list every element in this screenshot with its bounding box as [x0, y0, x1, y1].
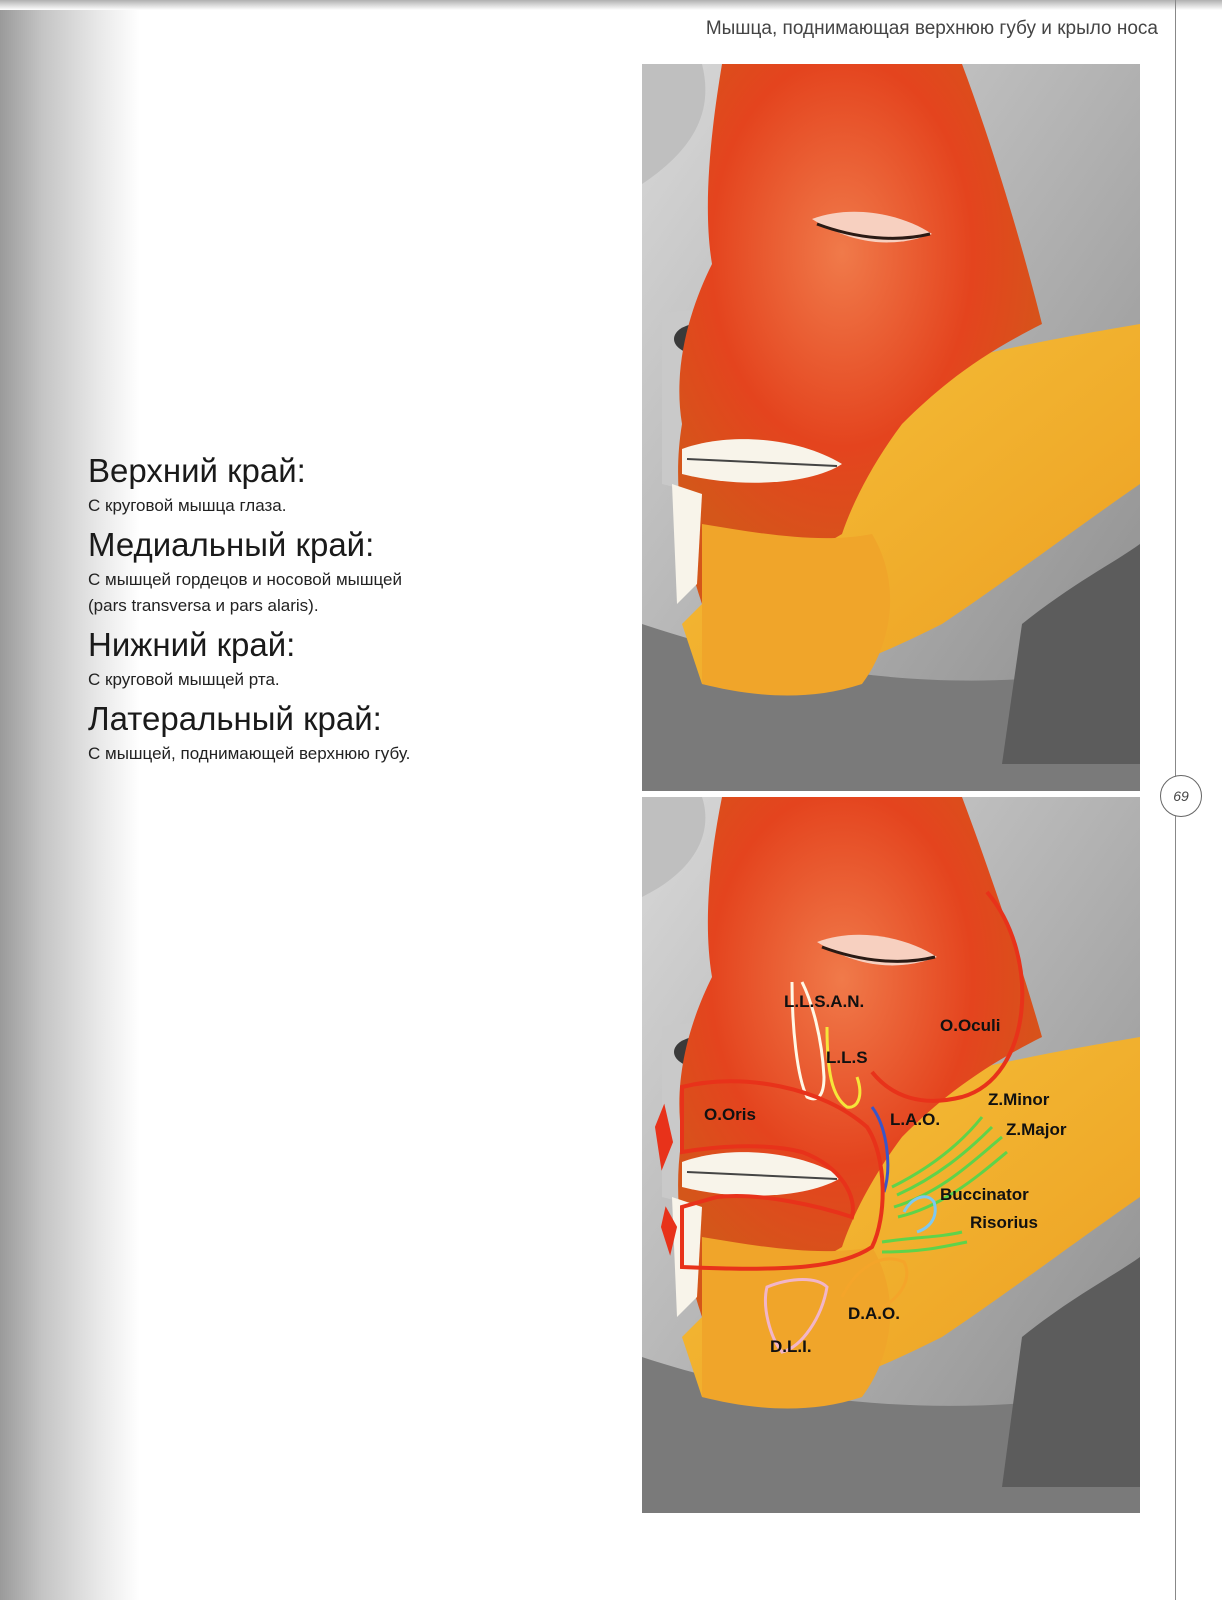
section-medial-border: [88, 527, 548, 619]
section-heading: Верхний край:: [88, 452, 306, 489]
dissection-photo-top: [642, 64, 1140, 791]
label-lls: L.L.S: [826, 1048, 868, 1067]
section-heading: Нижний край:: [88, 626, 296, 663]
dissection-illustration: [642, 64, 1140, 791]
section-heading: Латеральный край:: [88, 700, 382, 737]
section-superior-border: [88, 453, 548, 519]
label-o-oculi: O.Oculi: [940, 1016, 1001, 1035]
page-number: 69: [1160, 775, 1202, 817]
label-z-major: Z.Major: [1006, 1120, 1067, 1139]
section-body: [88, 741, 548, 767]
running-header-title: Мышца, поднимающая верхнюю губу и крыло носа: [705, 18, 1158, 39]
page-top-shadow: [0, 0, 1222, 10]
label-llsan: L.L.S.A.N.: [784, 992, 865, 1011]
label-buccinator: Buccinator: [940, 1185, 1029, 1204]
label-risorius: Risorius: [970, 1213, 1039, 1232]
label-dli: D.L.I.: [770, 1337, 812, 1356]
section-body: [88, 493, 548, 519]
label-o-oris: O.Oris: [704, 1105, 756, 1124]
label-dao: D.A.O.: [848, 1304, 900, 1323]
section-body: [88, 567, 548, 619]
section-line: (pars transversa и pars alaris).: [88, 596, 319, 615]
page-binding-shadow: [0, 0, 140, 1600]
section-line: С мышцей, поднимающей верхнюю губу.: [88, 744, 411, 763]
section-line: С мышцей гордецов и носовой мышцей: [88, 570, 403, 589]
label-lao: L.A.O.: [890, 1110, 941, 1129]
dissection-photo-labeled: [642, 797, 1140, 1513]
section-lateral-border: [88, 701, 548, 767]
labeled-dissection-illustration: [642, 797, 1140, 1513]
muscle-borders-text: [88, 453, 548, 775]
section-body: [88, 667, 548, 693]
section-heading: Медиальный край:: [88, 526, 375, 563]
section-inferior-border: [88, 627, 548, 693]
section-line: С круговой мышцей рта.: [88, 670, 280, 689]
section-line: С круговой мышцa глаза.: [88, 496, 287, 515]
label-z-minor: Z.Minor: [988, 1090, 1050, 1109]
